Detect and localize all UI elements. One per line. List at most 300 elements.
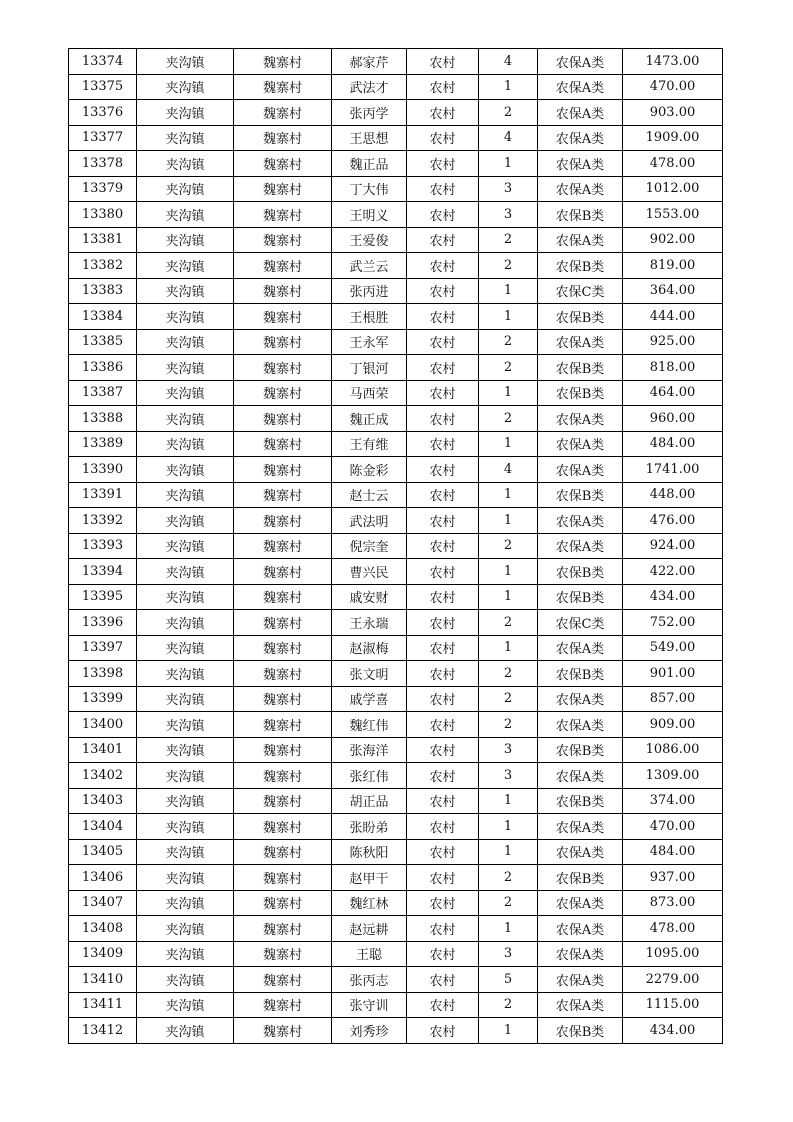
table-row (69, 406, 723, 432)
cell-village: 魏寨村 (234, 737, 332, 763)
cell-town: 夹沟镇 (137, 941, 234, 967)
cell-person-name: 赵远耕 (332, 916, 407, 942)
cell-amount: 924.00 (623, 533, 723, 559)
cell-row-id: 13404 (69, 814, 137, 840)
cell-area-type: 农村 (407, 992, 479, 1018)
cell-amount: 1473.00 (623, 49, 723, 75)
cell-household-size: 2 (479, 890, 538, 916)
table-row (69, 100, 723, 126)
table-row (69, 890, 723, 916)
cell-town: 夹沟镇 (137, 125, 234, 151)
cell-town: 夹沟镇 (137, 380, 234, 406)
cell-household-size: 2 (479, 686, 538, 712)
cell-row-id: 13406 (69, 865, 137, 891)
cell-person-name: 陈金彩 (332, 457, 407, 483)
cell-area-type: 农村 (407, 865, 479, 891)
cell-household-size: 1 (479, 559, 538, 585)
table-body (69, 49, 723, 1044)
cell-household-size: 4 (479, 125, 538, 151)
table-row (69, 992, 723, 1018)
cell-village: 魏寨村 (234, 941, 332, 967)
cell-household-size: 2 (479, 533, 538, 559)
cell-insurance-class: 农保C类 (538, 610, 623, 636)
cell-insurance-class: 农保A类 (538, 635, 623, 661)
cell-insurance-class: 农保A类 (538, 941, 623, 967)
cell-town: 夹沟镇 (137, 916, 234, 942)
cell-person-name: 王明义 (332, 202, 407, 228)
table-row (69, 763, 723, 789)
cell-insurance-class: 农保B类 (538, 584, 623, 610)
cell-town: 夹沟镇 (137, 865, 234, 891)
cell-village: 魏寨村 (234, 610, 332, 636)
cell-amount: 752.00 (623, 610, 723, 636)
cell-household-size: 4 (479, 49, 538, 75)
cell-area-type: 农村 (407, 610, 479, 636)
cell-town: 夹沟镇 (137, 278, 234, 304)
cell-town: 夹沟镇 (137, 788, 234, 814)
cell-household-size: 2 (479, 355, 538, 381)
cell-town: 夹沟镇 (137, 355, 234, 381)
cell-person-name: 赵甲干 (332, 865, 407, 891)
table-row (69, 74, 723, 100)
table-row (69, 125, 723, 151)
cell-amount: 925.00 (623, 329, 723, 355)
cell-insurance-class: 农保B类 (538, 661, 623, 687)
cell-person-name: 刘秀珍 (332, 1018, 407, 1044)
cell-amount: 470.00 (623, 814, 723, 840)
cell-area-type: 农村 (407, 814, 479, 840)
cell-person-name: 王思想 (332, 125, 407, 151)
cell-amount: 857.00 (623, 686, 723, 712)
cell-village: 魏寨村 (234, 635, 332, 661)
cell-person-name: 赵士云 (332, 482, 407, 508)
cell-area-type: 农村 (407, 49, 479, 75)
cell-village: 魏寨村 (234, 992, 332, 1018)
cell-amount: 374.00 (623, 788, 723, 814)
cell-village: 魏寨村 (234, 406, 332, 432)
cell-area-type: 农村 (407, 74, 479, 100)
cell-row-id: 13397 (69, 635, 137, 661)
cell-row-id: 13382 (69, 253, 137, 279)
table-row (69, 457, 723, 483)
cell-insurance-class: 农保B类 (538, 865, 623, 891)
cell-village: 魏寨村 (234, 355, 332, 381)
cell-amount: 901.00 (623, 661, 723, 687)
cell-area-type: 农村 (407, 839, 479, 865)
cell-village: 魏寨村 (234, 49, 332, 75)
table-row (69, 355, 723, 381)
cell-insurance-class: 农保A类 (538, 763, 623, 789)
cell-insurance-class: 农保A类 (538, 431, 623, 457)
cell-row-id: 13407 (69, 890, 137, 916)
cell-household-size: 2 (479, 610, 538, 636)
cell-amount: 873.00 (623, 890, 723, 916)
cell-row-id: 13383 (69, 278, 137, 304)
cell-area-type: 农村 (407, 380, 479, 406)
cell-person-name: 张丙志 (332, 967, 407, 993)
cell-amount: 902.00 (623, 227, 723, 253)
cell-row-id: 13402 (69, 763, 137, 789)
cell-row-id: 13395 (69, 584, 137, 610)
cell-amount: 434.00 (623, 584, 723, 610)
cell-amount: 1115.00 (623, 992, 723, 1018)
cell-insurance-class: 农保A类 (538, 967, 623, 993)
cell-row-id: 13401 (69, 737, 137, 763)
cell-insurance-class: 农保B类 (538, 1018, 623, 1044)
cell-area-type: 农村 (407, 482, 479, 508)
cell-insurance-class: 农保A类 (538, 329, 623, 355)
cell-household-size: 1 (479, 839, 538, 865)
cell-village: 魏寨村 (234, 202, 332, 228)
cell-insurance-class: 农保A类 (538, 916, 623, 942)
cell-row-id: 13399 (69, 686, 137, 712)
cell-row-id: 13412 (69, 1018, 137, 1044)
cell-row-id: 13375 (69, 74, 137, 100)
cell-town: 夹沟镇 (137, 202, 234, 228)
cell-insurance-class: 农保A类 (538, 49, 623, 75)
cell-person-name: 赵淑梅 (332, 635, 407, 661)
cell-household-size: 1 (479, 278, 538, 304)
cell-insurance-class: 农保B类 (538, 304, 623, 330)
cell-town: 夹沟镇 (137, 100, 234, 126)
cell-insurance-class: 农保A类 (538, 151, 623, 177)
cell-person-name: 魏红林 (332, 890, 407, 916)
cell-insurance-class: 农保A类 (538, 508, 623, 534)
cell-area-type: 农村 (407, 941, 479, 967)
cell-village: 魏寨村 (234, 508, 332, 534)
cell-town: 夹沟镇 (137, 253, 234, 279)
cell-person-name: 魏正成 (332, 406, 407, 432)
cell-row-id: 13405 (69, 839, 137, 865)
table-row (69, 839, 723, 865)
cell-insurance-class: 农保A类 (538, 227, 623, 253)
cell-insurance-class: 农保B类 (538, 380, 623, 406)
cell-area-type: 农村 (407, 151, 479, 177)
cell-area-type: 农村 (407, 686, 479, 712)
cell-village: 魏寨村 (234, 125, 332, 151)
cell-area-type: 农村 (407, 737, 479, 763)
cell-village: 魏寨村 (234, 967, 332, 993)
cell-insurance-class: 农保A类 (538, 992, 623, 1018)
cell-amount: 1095.00 (623, 941, 723, 967)
cell-area-type: 农村 (407, 278, 479, 304)
cell-village: 魏寨村 (234, 227, 332, 253)
cell-town: 夹沟镇 (137, 304, 234, 330)
cell-household-size: 1 (479, 380, 538, 406)
cell-area-type: 农村 (407, 559, 479, 585)
cell-person-name: 王有维 (332, 431, 407, 457)
cell-area-type: 农村 (407, 788, 479, 814)
cell-insurance-class: 农保B类 (538, 788, 623, 814)
cell-town: 夹沟镇 (137, 533, 234, 559)
cell-town: 夹沟镇 (137, 814, 234, 840)
cell-town: 夹沟镇 (137, 1018, 234, 1044)
cell-insurance-class: 农保A类 (538, 125, 623, 151)
table-row (69, 278, 723, 304)
table-row (69, 329, 723, 355)
cell-town: 夹沟镇 (137, 763, 234, 789)
cell-insurance-class: 农保A类 (538, 457, 623, 483)
cell-town: 夹沟镇 (137, 890, 234, 916)
table-row (69, 814, 723, 840)
cell-row-id: 13377 (69, 125, 137, 151)
cell-amount: 1741.00 (623, 457, 723, 483)
cell-person-name: 丁银河 (332, 355, 407, 381)
cell-town: 夹沟镇 (137, 661, 234, 687)
cell-household-size: 3 (479, 737, 538, 763)
cell-amount: 484.00 (623, 839, 723, 865)
cell-village: 魏寨村 (234, 686, 332, 712)
table-row (69, 1018, 723, 1044)
table-row (69, 686, 723, 712)
cell-person-name: 郝家芹 (332, 49, 407, 75)
table-row (69, 661, 723, 687)
cell-person-name: 王永军 (332, 329, 407, 355)
cell-amount: 464.00 (623, 380, 723, 406)
table-row (69, 635, 723, 661)
cell-town: 夹沟镇 (137, 686, 234, 712)
cell-amount: 2279.00 (623, 967, 723, 993)
cell-person-name: 马西荣 (332, 380, 407, 406)
cell-household-size: 2 (479, 992, 538, 1018)
cell-area-type: 农村 (407, 712, 479, 738)
cell-person-name: 张盼弟 (332, 814, 407, 840)
cell-row-id: 13387 (69, 380, 137, 406)
table-row (69, 380, 723, 406)
cell-town: 夹沟镇 (137, 227, 234, 253)
table-row (69, 202, 723, 228)
cell-row-id: 13398 (69, 661, 137, 687)
table-row (69, 559, 723, 585)
cell-insurance-class: 农保A类 (538, 839, 623, 865)
cell-town: 夹沟镇 (137, 457, 234, 483)
cell-town: 夹沟镇 (137, 508, 234, 534)
cell-amount: 1309.00 (623, 763, 723, 789)
cell-household-size: 3 (479, 763, 538, 789)
cell-area-type: 农村 (407, 916, 479, 942)
cell-household-size: 1 (479, 635, 538, 661)
cell-area-type: 农村 (407, 329, 479, 355)
cell-household-size: 3 (479, 176, 538, 202)
cell-amount: 909.00 (623, 712, 723, 738)
cell-person-name: 张红伟 (332, 763, 407, 789)
cell-town: 夹沟镇 (137, 329, 234, 355)
cell-village: 魏寨村 (234, 253, 332, 279)
cell-village: 魏寨村 (234, 482, 332, 508)
cell-village: 魏寨村 (234, 584, 332, 610)
cell-area-type: 农村 (407, 431, 479, 457)
cell-town: 夹沟镇 (137, 49, 234, 75)
cell-village: 魏寨村 (234, 304, 332, 330)
cell-row-id: 13374 (69, 49, 137, 75)
cell-town: 夹沟镇 (137, 712, 234, 738)
cell-area-type: 农村 (407, 176, 479, 202)
cell-town: 夹沟镇 (137, 635, 234, 661)
cell-household-size: 2 (479, 227, 538, 253)
table-row (69, 151, 723, 177)
cell-area-type: 农村 (407, 304, 479, 330)
cell-person-name: 戚安财 (332, 584, 407, 610)
cell-household-size: 2 (479, 865, 538, 891)
table-row (69, 788, 723, 814)
cell-amount: 364.00 (623, 278, 723, 304)
cell-person-name: 王永瑞 (332, 610, 407, 636)
cell-insurance-class: 农保B类 (538, 559, 623, 585)
cell-person-name: 魏正品 (332, 151, 407, 177)
cell-area-type: 农村 (407, 202, 479, 228)
cell-village: 魏寨村 (234, 712, 332, 738)
table-row (69, 610, 723, 636)
cell-village: 魏寨村 (234, 1018, 332, 1044)
cell-household-size: 2 (479, 406, 538, 432)
cell-village: 魏寨村 (234, 457, 332, 483)
cell-insurance-class: 农保A类 (538, 814, 623, 840)
cell-town: 夹沟镇 (137, 839, 234, 865)
table-row (69, 49, 723, 75)
cell-household-size: 1 (479, 74, 538, 100)
cell-village: 魏寨村 (234, 380, 332, 406)
cell-person-name: 武法明 (332, 508, 407, 534)
cell-village: 魏寨村 (234, 431, 332, 457)
cell-household-size: 1 (479, 151, 538, 177)
cell-insurance-class: 农保B类 (538, 482, 623, 508)
cell-row-id: 13390 (69, 457, 137, 483)
cell-village: 魏寨村 (234, 788, 332, 814)
cell-row-id: 13392 (69, 508, 137, 534)
cell-area-type: 农村 (407, 406, 479, 432)
cell-insurance-class: 农保A类 (538, 74, 623, 100)
cell-amount: 903.00 (623, 100, 723, 126)
cell-village: 魏寨村 (234, 916, 332, 942)
cell-household-size: 4 (479, 457, 538, 483)
cell-household-size: 1 (479, 431, 538, 457)
cell-insurance-class: 农保A类 (538, 533, 623, 559)
cell-area-type: 农村 (407, 355, 479, 381)
cell-row-id: 13410 (69, 967, 137, 993)
cell-row-id: 13411 (69, 992, 137, 1018)
cell-amount: 476.00 (623, 508, 723, 534)
cell-household-size: 3 (479, 202, 538, 228)
cell-area-type: 农村 (407, 763, 479, 789)
cell-amount: 549.00 (623, 635, 723, 661)
cell-household-size: 1 (479, 304, 538, 330)
cell-amount: 470.00 (623, 74, 723, 100)
cell-area-type: 农村 (407, 457, 479, 483)
cell-person-name: 倪宗奎 (332, 533, 407, 559)
cell-insurance-class: 农保B类 (538, 737, 623, 763)
cell-town: 夹沟镇 (137, 74, 234, 100)
cell-person-name: 张丙进 (332, 278, 407, 304)
cell-amount: 1086.00 (623, 737, 723, 763)
cell-household-size: 1 (479, 916, 538, 942)
cell-household-size: 1 (479, 788, 538, 814)
cell-area-type: 农村 (407, 533, 479, 559)
cell-area-type: 农村 (407, 635, 479, 661)
table-row (69, 967, 723, 993)
table-row (69, 482, 723, 508)
cell-insurance-class: 农保A类 (538, 712, 623, 738)
cell-row-id: 13380 (69, 202, 137, 228)
cell-person-name: 张海洋 (332, 737, 407, 763)
cell-area-type: 农村 (407, 100, 479, 126)
cell-amount: 448.00 (623, 482, 723, 508)
cell-town: 夹沟镇 (137, 559, 234, 585)
table-row (69, 176, 723, 202)
cell-area-type: 农村 (407, 661, 479, 687)
cell-row-id: 13409 (69, 941, 137, 967)
table-row (69, 584, 723, 610)
cell-town: 夹沟镇 (137, 431, 234, 457)
table-row (69, 865, 723, 891)
cell-row-id: 13389 (69, 431, 137, 457)
cell-household-size: 2 (479, 661, 538, 687)
cell-person-name: 王根胜 (332, 304, 407, 330)
cell-area-type: 农村 (407, 508, 479, 534)
cell-town: 夹沟镇 (137, 151, 234, 177)
cell-row-id: 13400 (69, 712, 137, 738)
cell-amount: 434.00 (623, 1018, 723, 1044)
cell-amount: 478.00 (623, 916, 723, 942)
cell-village: 魏寨村 (234, 533, 332, 559)
cell-town: 夹沟镇 (137, 482, 234, 508)
cell-amount: 1012.00 (623, 176, 723, 202)
cell-household-size: 1 (479, 814, 538, 840)
cell-town: 夹沟镇 (137, 610, 234, 636)
cell-person-name: 武兰云 (332, 253, 407, 279)
cell-row-id: 13378 (69, 151, 137, 177)
cell-insurance-class: 农保A类 (538, 176, 623, 202)
cell-household-size: 3 (479, 941, 538, 967)
cell-village: 魏寨村 (234, 151, 332, 177)
cell-area-type: 农村 (407, 967, 479, 993)
table-row (69, 916, 723, 942)
cell-area-type: 农村 (407, 227, 479, 253)
cell-row-id: 13388 (69, 406, 137, 432)
cell-household-size: 2 (479, 100, 538, 126)
table-row (69, 533, 723, 559)
cell-village: 魏寨村 (234, 661, 332, 687)
cell-person-name: 戚学喜 (332, 686, 407, 712)
cell-area-type: 农村 (407, 1018, 479, 1044)
cell-amount: 818.00 (623, 355, 723, 381)
table-row (69, 431, 723, 457)
cell-village: 魏寨村 (234, 890, 332, 916)
cell-insurance-class: 农保A类 (538, 406, 623, 432)
cell-amount: 1553.00 (623, 202, 723, 228)
cell-row-id: 13394 (69, 559, 137, 585)
cell-amount: 819.00 (623, 253, 723, 279)
cell-person-name: 魏红伟 (332, 712, 407, 738)
cell-row-id: 13384 (69, 304, 137, 330)
cell-row-id: 13396 (69, 610, 137, 636)
cell-person-name: 张丙学 (332, 100, 407, 126)
cell-amount: 960.00 (623, 406, 723, 432)
cell-insurance-class: 农保B类 (538, 253, 623, 279)
cell-insurance-class: 农保A类 (538, 100, 623, 126)
table-row (69, 941, 723, 967)
cell-amount: 937.00 (623, 865, 723, 891)
cell-area-type: 农村 (407, 253, 479, 279)
table-row (69, 737, 723, 763)
cell-amount: 444.00 (623, 304, 723, 330)
cell-village: 魏寨村 (234, 865, 332, 891)
cell-household-size: 1 (479, 584, 538, 610)
cell-row-id: 13376 (69, 100, 137, 126)
cell-household-size: 2 (479, 253, 538, 279)
cell-household-size: 2 (479, 329, 538, 355)
cell-amount: 484.00 (623, 431, 723, 457)
cell-person-name: 王爱俊 (332, 227, 407, 253)
